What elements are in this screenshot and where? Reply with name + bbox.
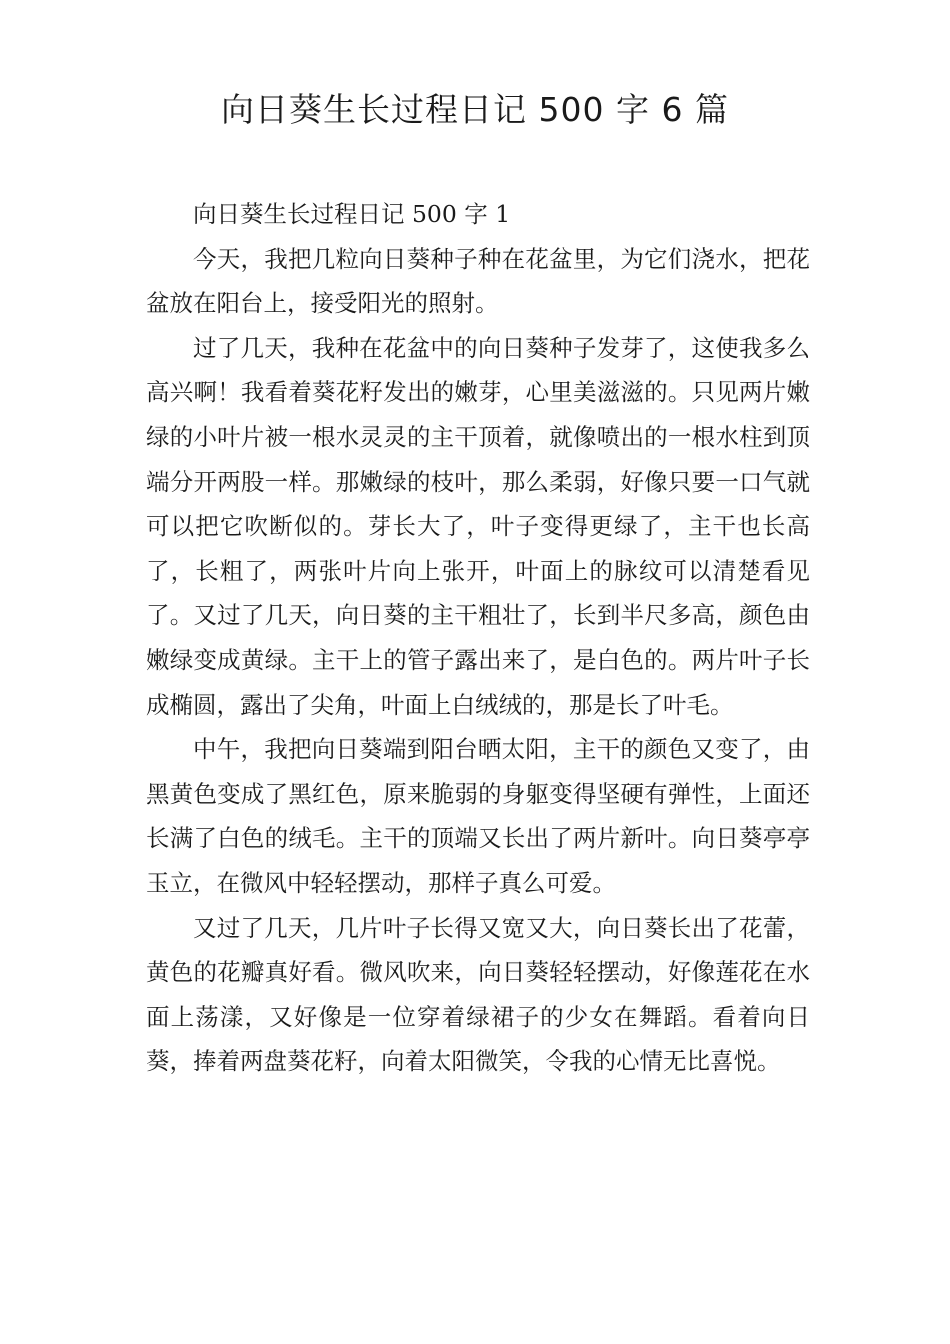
paragraph: 中午，我把向日葵端到阳台晒太阳，主干的颜色又变了，由黑黄色变成了黑红色，原来脆弱的身躯变得坚硬有弹性，上面还长满了白色的绒毛。主干的顶端又长出了两片新叶。向日葵亭亭玉立，在微风中轻轻摆动，那样子真么可爱。 [146, 735, 810, 897]
section-heading: 向日葵生长过程日记 500 字 1 [193, 200, 511, 228]
paragraph: 今天，我把几粒向日葵种子种在花盆里，为它们浇水，把花盆放在阳台上，接受阳光的照射。 [146, 244, 810, 318]
paragraph: 又过了几天，几片叶子长得又宽又大，向日葵长出了花蕾，黄色的花瓣真好看。微风吹来，向日葵轻轻摆动，好像莲花在水面上荡漾，又好像是一位穿着绿裙子的少女在舞蹈。看着向日葵，捧着两盘葵花籽，向着太阳微笑，令我的心情无比喜悦。 [146, 913, 810, 1076]
document-body [146, 192, 810, 1084]
document-title: 向日葵生长过程日记 500 字 6 篇 [221, 90, 729, 129]
paragraph: 过了几天，我种在花盆中的向日葵种子发芽了，这使我多么高兴啊！我看着葵花籽发出的嫩芽，心里美滋滋的。只见两片嫩绿的小叶片被一根水灵灵的主干顶着，就像喷出的一根水柱到顶端分开两股一样。那嫩绿的枝叶，那么柔弱，好像只要一口气就可以把它吹断似的。芽长大了，叶子变得更绿了，主干也长高了，长粗了，两张叶片向上张开，叶面上的脉纹可以清楚看见了。又过了几天，向日葵的主干粗壮了，长到半尺多高，颜色由嫩绿变成黄绿。主干上的管子露出来了，是白色的。两片叶子长成椭圆，露出了尖角，叶面上白绒绒的，那是长了叶毛。 [146, 333, 810, 719]
